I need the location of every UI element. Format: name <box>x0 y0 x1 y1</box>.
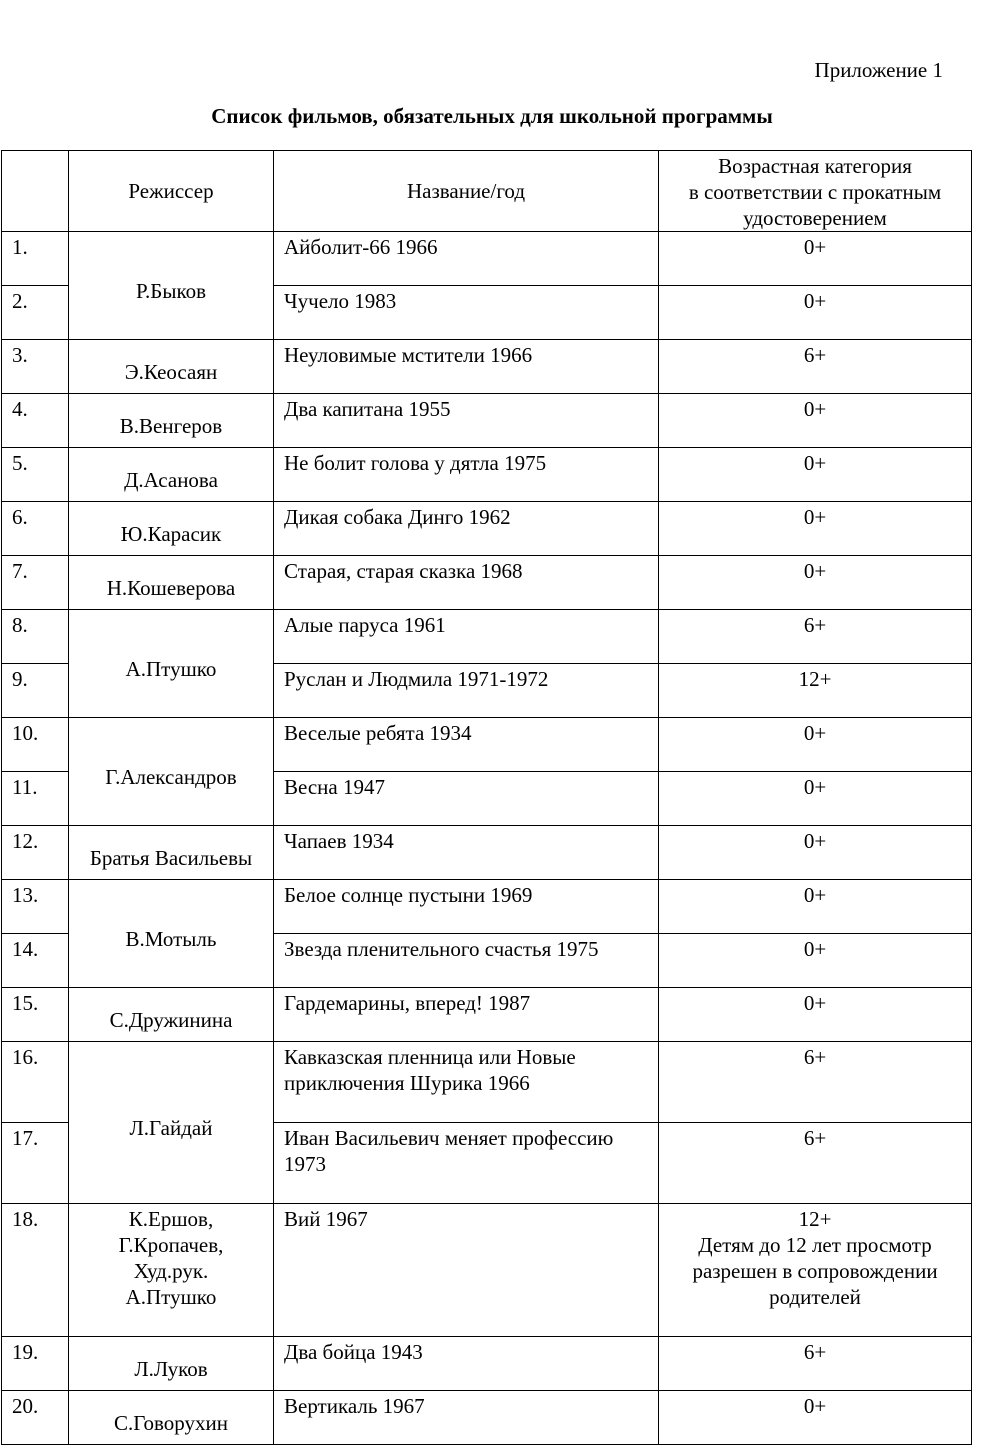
film-title: Руслан и Людмила 1971-1972 <box>274 664 659 718</box>
director-cell: Э.Кеосаян <box>69 340 274 394</box>
film-title: Иван Васильевич меняет профессию 1973 <box>274 1123 659 1204</box>
director-cell <box>69 1204 274 1337</box>
row-number: 6. <box>2 502 69 556</box>
film-title: Чучело 1983 <box>274 286 659 340</box>
director-cell: Ю.Карасик <box>69 502 274 556</box>
films-table <box>1 150 972 1445</box>
table-row <box>2 1391 972 1445</box>
row-number: 19. <box>2 1337 69 1391</box>
table-row <box>2 1337 972 1391</box>
age-rating: 0+ <box>659 718 972 772</box>
age-rating <box>659 1204 972 1337</box>
film-title: Два капитана 1955 <box>274 394 659 448</box>
row-number: 9. <box>2 664 69 718</box>
row-number: 2. <box>2 286 69 340</box>
film-title: Неуловимые мстители 1966 <box>274 340 659 394</box>
table-row <box>2 1042 972 1123</box>
age-note-line: Детям до 12 лет просмотр <box>698 1233 932 1257</box>
column-header-title: Название/год <box>274 151 659 232</box>
film-title: Гардемарины, вперед! 1987 <box>274 988 659 1042</box>
row-number: 20. <box>2 1391 69 1445</box>
row-number: 8. <box>2 610 69 664</box>
age-rating: 12+ <box>659 664 972 718</box>
director-cell: Н.Кошеверова <box>69 556 274 610</box>
table-row <box>2 556 972 610</box>
table-row <box>2 1204 972 1337</box>
row-number: 1. <box>2 232 69 286</box>
row-number: 13. <box>2 880 69 934</box>
table-row <box>2 880 972 934</box>
row-number: 10. <box>2 718 69 772</box>
film-title: Вий 1967 <box>274 1204 659 1337</box>
age-header-line: Возрастная категория <box>718 154 912 178</box>
table-row <box>2 502 972 556</box>
page-title: Список фильмов, обязательных для школьной программы <box>211 104 773 128</box>
table-row <box>2 718 972 772</box>
director-cell: С.Говорухин <box>69 1391 274 1445</box>
age-rating: 0+ <box>659 502 972 556</box>
age-rating: 0+ <box>659 556 972 610</box>
row-number: 7. <box>2 556 69 610</box>
row-number: 3. <box>2 340 69 394</box>
film-title: Кавказская пленница или Новые приключения Шурика 1966 <box>274 1042 659 1123</box>
table-row <box>2 340 972 394</box>
film-title: Весна 1947 <box>274 772 659 826</box>
director-cell: С.Дружинина <box>69 988 274 1042</box>
row-number: 18. <box>2 1204 69 1337</box>
film-title: Не болит голова у дятла 1975 <box>274 448 659 502</box>
table-row <box>2 988 972 1042</box>
table-header-row <box>2 151 972 232</box>
age-line: 12+ <box>798 1207 832 1231</box>
age-rating: 6+ <box>659 340 972 394</box>
age-rating: 0+ <box>659 448 972 502</box>
age-rating: 6+ <box>659 1042 972 1123</box>
age-header-line: в соответствии с прокатным <box>688 180 942 204</box>
column-header-director: Режиссер <box>69 151 274 232</box>
age-note-line: разрешен в сопровождении <box>692 1259 938 1283</box>
column-header-age <box>659 151 972 232</box>
film-title: Два бойца 1943 <box>274 1337 659 1391</box>
appendix-label: Приложение 1 <box>814 58 943 82</box>
row-number: 5. <box>2 448 69 502</box>
director-line: Худ.рук. <box>133 1259 209 1283</box>
director-line: К.Ершов, <box>128 1207 214 1231</box>
age-rating: 0+ <box>659 988 972 1042</box>
film-title: Дикая собака Динго 1962 <box>274 502 659 556</box>
age-rating: 6+ <box>659 1337 972 1391</box>
row-number: 4. <box>2 394 69 448</box>
film-title: Алые паруса 1961 <box>274 610 659 664</box>
table-row <box>2 394 972 448</box>
age-rating: 0+ <box>659 1391 972 1445</box>
age-rating: 0+ <box>659 880 972 934</box>
age-rating: 0+ <box>659 772 972 826</box>
director-cell: В.Мотыль <box>69 880 274 988</box>
director-cell: Л.Луков <box>69 1337 274 1391</box>
age-rating: 0+ <box>659 826 972 880</box>
film-title: Белое солнце пустыни 1969 <box>274 880 659 934</box>
director-cell: Братья Васильевы <box>69 826 274 880</box>
age-rating: 0+ <box>659 934 972 988</box>
column-header-number <box>2 151 69 232</box>
film-title: Веселые ребята 1934 <box>274 718 659 772</box>
film-title: Звезда пленительного счастья 1975 <box>274 934 659 988</box>
age-rating: 0+ <box>659 394 972 448</box>
age-rating: 0+ <box>659 286 972 340</box>
director-line: А.Птушко <box>125 1285 217 1309</box>
director-line: Г.Кропачев, <box>118 1233 224 1257</box>
film-title: Вертикаль 1967 <box>274 1391 659 1445</box>
director-cell: Г.Александров <box>69 718 274 826</box>
director-cell: Р.Быков <box>69 232 274 340</box>
row-number: 16. <box>2 1042 69 1123</box>
film-title: Айболит-66 1966 <box>274 232 659 286</box>
table-row <box>2 232 972 286</box>
row-number: 11. <box>2 772 69 826</box>
age-note-line: родителей <box>769 1285 861 1309</box>
film-title: Чапаев 1934 <box>274 826 659 880</box>
age-rating: 6+ <box>659 610 972 664</box>
row-number: 12. <box>2 826 69 880</box>
table-row <box>2 448 972 502</box>
age-header-line: удостоверением <box>743 206 887 230</box>
table-row <box>2 826 972 880</box>
row-number: 15. <box>2 988 69 1042</box>
director-cell: Д.Асанова <box>69 448 274 502</box>
age-rating: 6+ <box>659 1123 972 1204</box>
row-number: 14. <box>2 934 69 988</box>
director-cell: В.Венгеров <box>69 394 274 448</box>
film-title: Старая, старая сказка 1968 <box>274 556 659 610</box>
table-row <box>2 610 972 664</box>
director-cell: А.Птушко <box>69 610 274 718</box>
director-cell: Л.Гайдай <box>69 1042 274 1204</box>
row-number: 17. <box>2 1123 69 1204</box>
age-rating: 0+ <box>659 232 972 286</box>
